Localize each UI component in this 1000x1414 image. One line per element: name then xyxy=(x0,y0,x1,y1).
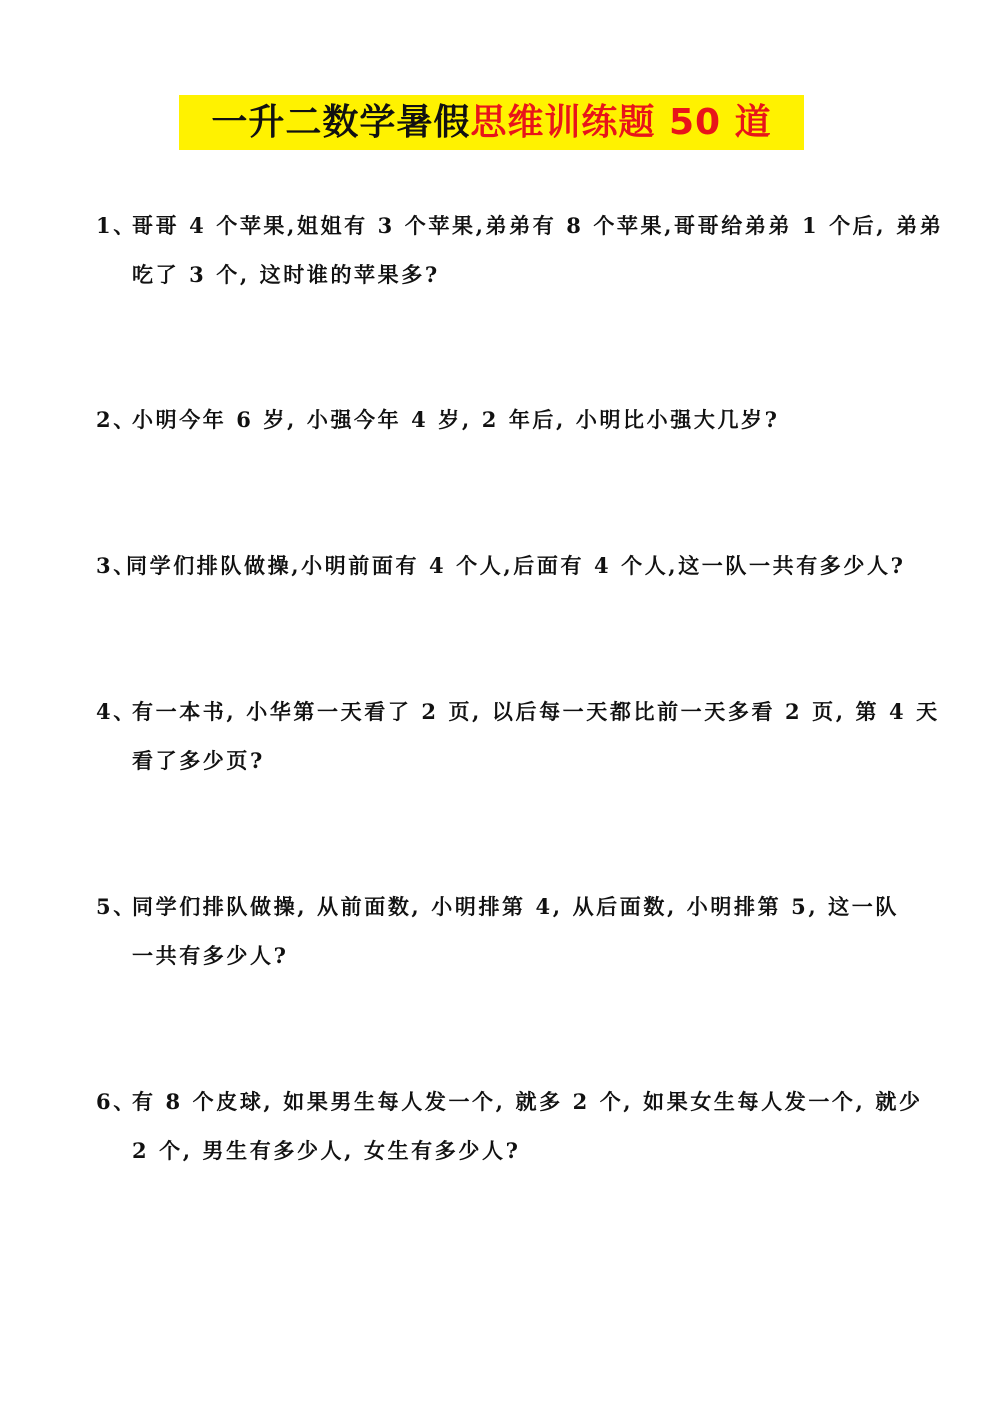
question-1-line-1 xyxy=(96,201,944,250)
question-1-text-2: 吃了 3 个, 这时谁的苹果多? xyxy=(132,262,440,287)
question-5-line-1 xyxy=(96,882,908,931)
title-banner xyxy=(179,95,804,150)
question-5-number: 5、 xyxy=(96,894,137,919)
title-black-part: 一升二数学暑假 xyxy=(211,101,471,143)
question-4-line-1 xyxy=(96,687,940,736)
question-5 xyxy=(96,882,908,980)
question-3 xyxy=(96,541,908,590)
question-1-text-1: 哥哥 4 个苹果,姐姐有 3 个苹果,弟弟有 8 个苹果,哥哥给弟弟 1 个后, 弟弟 xyxy=(132,213,944,238)
question-6-line-1 xyxy=(96,1077,923,1126)
page-title xyxy=(211,101,772,143)
question-6-text-2: 2 个, 男生有多少人, 女生有多少人? xyxy=(132,1138,521,1163)
question-6 xyxy=(96,1077,923,1175)
question-4-text-1: 有一本书, 小华第一天看了 2 页, 以后每一天都比前一天多看 2 页, 第 4 天 xyxy=(132,699,940,724)
title-red-part: 思维训练题 50 道 xyxy=(470,101,772,143)
question-5-text-2: 一共有多少人? xyxy=(132,943,289,968)
question-1 xyxy=(96,201,944,299)
question-2 xyxy=(96,395,908,444)
question-2-number: 2、 xyxy=(96,407,137,432)
question-2-line-1 xyxy=(96,395,908,444)
question-4 xyxy=(96,687,940,785)
question-5-text-1: 同学们排队做操, 从前面数, 小明排第 4, 从后面数, 小明排第 5, 这一队 xyxy=(132,894,899,919)
question-3-number: 3、 xyxy=(96,553,137,578)
question-3-line-1 xyxy=(96,541,908,590)
question-2-text-1: 小明今年 6 岁, 小强今年 4 岁, 2 年后, 小明比小强大几岁? xyxy=(132,407,780,432)
question-6-number: 6、 xyxy=(96,1089,137,1114)
question-4-text-2: 看了多少页? xyxy=(132,748,265,773)
question-4-number: 4、 xyxy=(96,699,137,724)
question-6-text-1: 有 8 个皮球, 如果男生每人发一个, 就多 2 个, 如果女生每人发一个, 就少 xyxy=(132,1089,923,1114)
question-1-number: 1、 xyxy=(96,213,137,238)
question-3-text-1: 同学们排队做操,小明前面有 4 个人,后面有 4 个人,这一队一共有多少人? xyxy=(126,553,906,578)
